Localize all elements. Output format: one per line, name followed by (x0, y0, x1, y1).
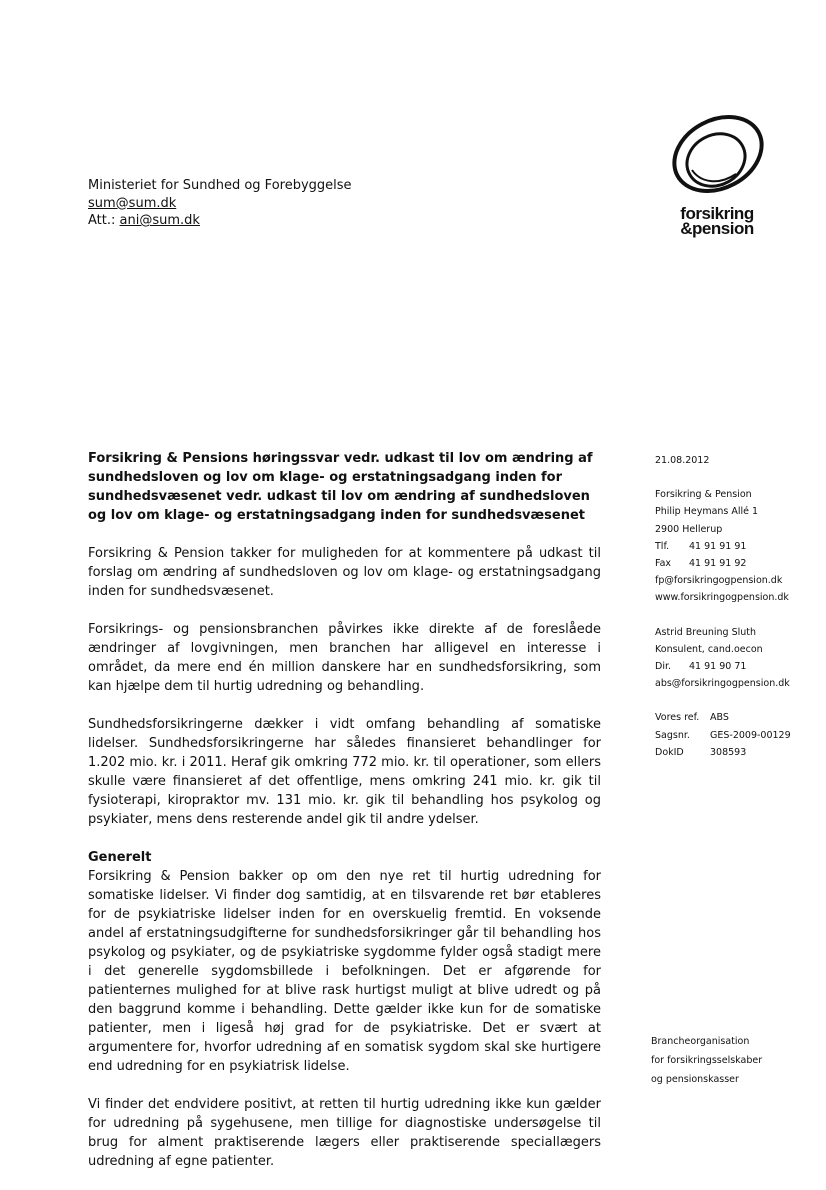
recipient-att (88, 212, 352, 230)
paragraph-3: Sundhedsforsikringerne dækker i vidt omfang behandling af somatiske lidelser. Sundhedsforsikringerne har således finansieret behandlinger for 1.202 mio. kr. i 2011. Heraf gik omkring 772 mio. kr. til operationer, som ellers skulle være finansieret af det offentlige, mens omkring 241 mio. kr. gik til fysioterapi, kiropraktor mv. 131 mio. kr. gik til behandling hos psykolog og psykiater, mens dens resterende andel gik til andre ydelser. (88, 717, 601, 827)
sender-org: Forsikring & Pension (655, 489, 752, 501)
reference-doc (655, 744, 815, 761)
org-desc-line-1: Brancheorganisation (651, 1036, 750, 1047)
sender-city: 2900 Hellerup (655, 523, 723, 535)
paragraph-2: Forsikrings- og pensionsbranchen påvirkes ikke direkte af de foreslåede ændringer af lovgivningen, men branchen har alligevel en interesse i området, da mere end én million danskere har en sundhedsforsikring, som kan hjælpe dem til hurtig udredning og behandling. (88, 622, 601, 694)
recipient-email-link[interactable]: sum@sum.dk (88, 195, 177, 211)
letter-title: Forsikring & Pensions høringssvar vedr. udkast til lov om ændring af sundhedsloven og lov om klage- og erstatningsadgang inden for sundhedsvæsenet vedr. udkast til lov om ændring af sundhedsloven og lov om klage- og erstatningsadgang inden for sundhedsvæsenet (88, 451, 593, 523)
sender-fax (655, 555, 815, 572)
direct-value: 41 91 90 71 (689, 661, 747, 673)
org-desc-line-2: for forsikringsselskaber (651, 1055, 763, 1066)
fax-label: Fax (655, 558, 672, 570)
ref-value: ABS (710, 712, 729, 724)
phone-value: 41 91 91 91 (689, 540, 747, 552)
fax-value: 41 91 91 92 (689, 558, 747, 570)
ref-label: Vores ref. (655, 712, 700, 724)
paragraph-4: Forsikring & Pension bakker op om den nye ret til hurtig udredning for somatiske lidelser. Vi finder dog samtidig, at en tilsvarende ret bør etableres for de psykiatriske lidelser inden for en overskuelig fremtid. En voksende andel af erstatningsudgifterne for sundhedsforsikringer går til behandling hos psykolog og psykiater, og de psykiatriske sygdomme fylder også stadigt mere i det generelle sygdomsbillede i befolkningen. Det er afgørende for patienternes mulighed for at blive rask hurtigst muligt at blive udredt og på den baggrund komme i behandling. Dette gælder ikke kun for de somatiske patienter, men i ligeså høj grad for de psykiatriske. Det er svært at argumentere for, hvorfor udredning af en somatisk sygdom skal ske hurtigere end udredning for en psykiatrisk lidelse. (88, 869, 601, 1074)
company-logo (640, 112, 790, 242)
recipient-block (88, 177, 352, 230)
phone-label: Tlf. (655, 540, 670, 552)
logo-line-2: &pension (680, 219, 754, 238)
sender-website[interactable]: www.forsikringogpension.dk (655, 592, 789, 604)
org-description (651, 1032, 762, 1089)
case-label: Sagsnr. (655, 729, 690, 741)
direct-label: Dir. (655, 661, 672, 673)
sender-sidebar (655, 452, 815, 761)
sender-phone (655, 538, 815, 555)
recipient-name: Ministeriet for Sundhed og Forebyggelse (88, 178, 352, 193)
logo-wordmark (644, 206, 790, 236)
doc-value: 308593 (710, 746, 747, 758)
letter-date: 21.08.2012 (655, 455, 710, 466)
contact-email[interactable]: abs@forsikringogpension.dk (655, 678, 790, 690)
att-email-link[interactable]: ani@sum.dk (119, 213, 200, 228)
att-label: Att.: (88, 213, 120, 228)
logo-line-1: forsikring (680, 204, 754, 223)
contact-title: Konsulent, cand.oecon (655, 643, 763, 655)
org-desc-line-3: og pensionskasser (651, 1074, 739, 1085)
sender-street: Philip Heymans Allé 1 (655, 506, 759, 518)
section-heading: Generelt (88, 850, 152, 865)
contact-name: Astrid Breuning Sluth (655, 626, 757, 638)
logo-swirl-icon (640, 112, 790, 208)
reference-case (655, 727, 815, 744)
paragraph-5: Vi finder det endvidere positivt, at retten til hurtig udredning ikke kun gælder for udredning på sygehusene, men tillige for diagnostiske undersøgelse til brug for alment praktiserende lægers eller praktiserende speciallægers udredning af egne patienter. (88, 1097, 601, 1169)
doc-label: DokID (655, 746, 684, 758)
case-value: GES-2009-00129 (710, 729, 791, 741)
paragraph-1: Forsikring & Pension takker for muligheden for at kommentere på udkast til forslag om ændring af sundhedsloven og lov om klage- og erstatningsadgang inden for sundhedsvæsenet. (88, 546, 601, 599)
letter-body (88, 449, 601, 1190)
sender-email[interactable]: fp@forsikringogpension.dk (655, 575, 783, 587)
contact-direct (655, 658, 815, 675)
reference-ours (655, 709, 815, 726)
